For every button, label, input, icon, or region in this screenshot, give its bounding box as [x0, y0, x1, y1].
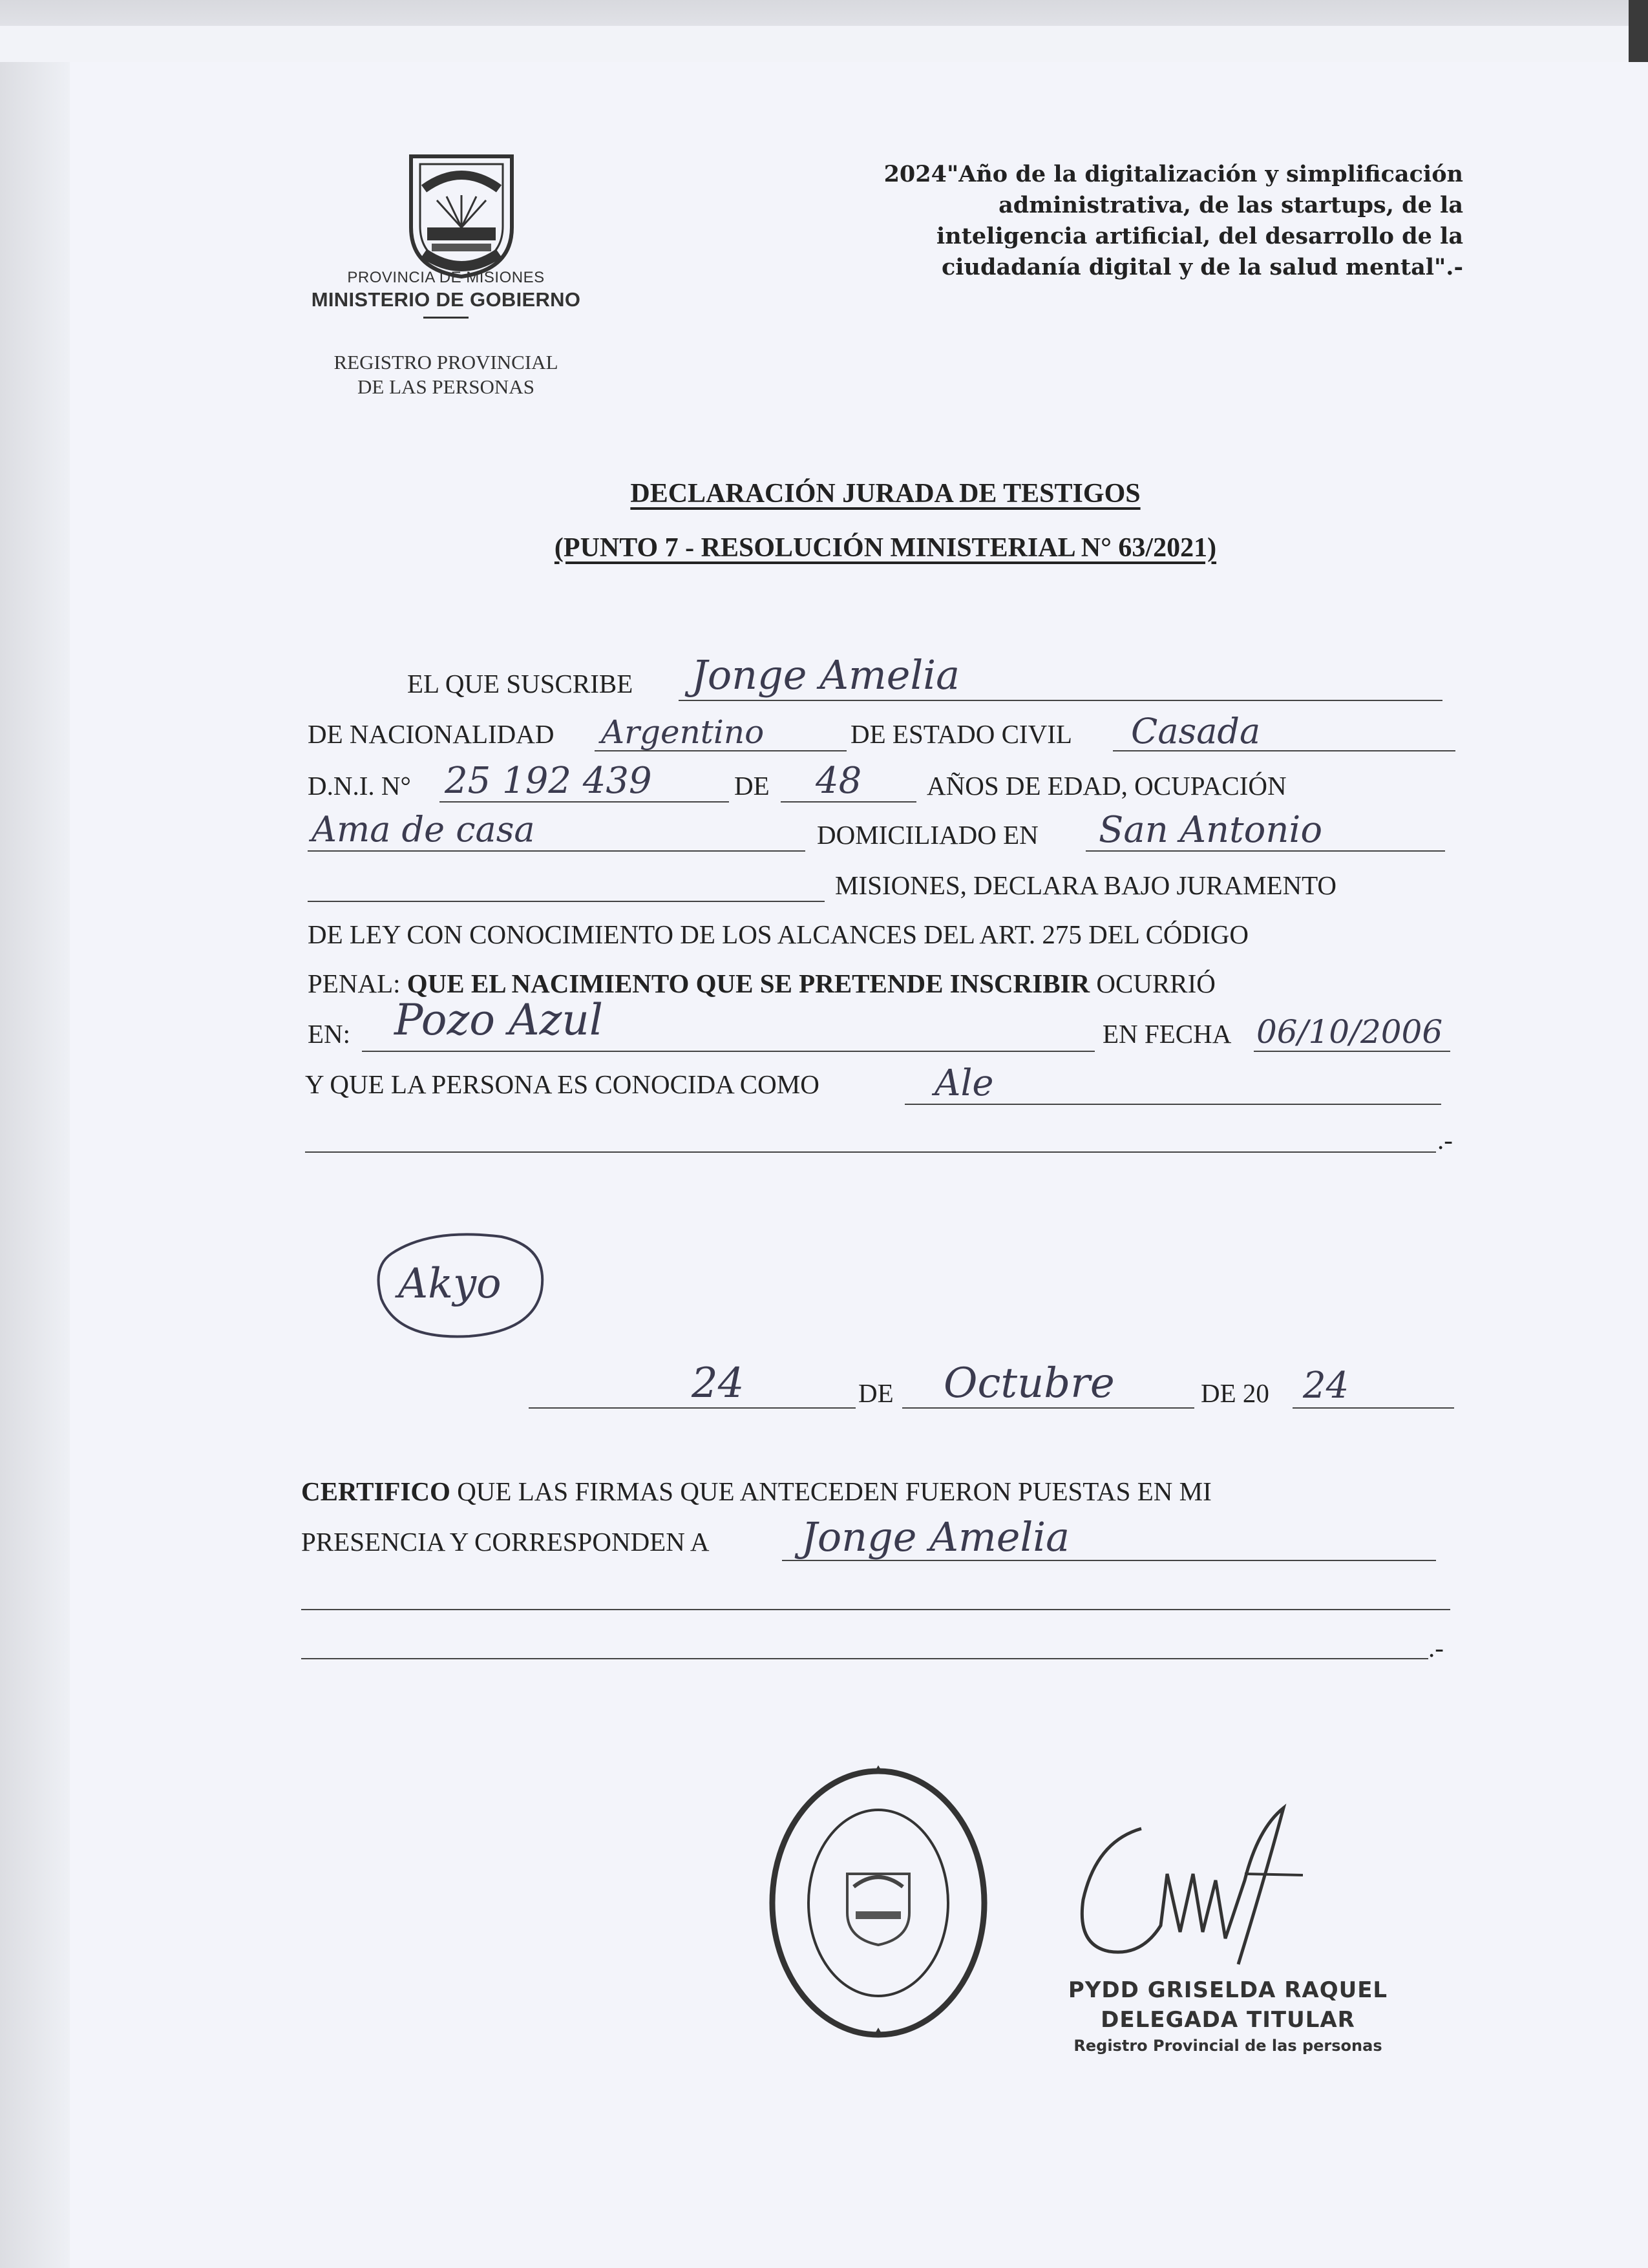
title-line-1: DECLARACIÓN JURADA DE TESTIGOS — [630, 479, 1141, 509]
label-conocida-como: Y QUE LA PERSONA ES CONOCIDA COMO — [305, 1069, 819, 1099]
label-end-mark: .- — [1437, 1125, 1453, 1155]
line-known-as-continued — [305, 1151, 1436, 1153]
year-motto — [763, 159, 1463, 283]
ministry-label: MINISTERIO DE GOBIERNO — [311, 288, 581, 311]
line-address-continued — [308, 901, 825, 902]
caption-underline — [423, 317, 469, 319]
label-de: DE — [734, 771, 770, 801]
registry-label — [284, 350, 607, 399]
line-birth-date — [1254, 1051, 1450, 1052]
handwritten-civil-status: Casada — [1131, 711, 1261, 751]
label-certifico-rest: QUE LAS FIRMAS QUE ANTECEDEN FUERON PUESTAS EN MI — [457, 1476, 1212, 1506]
handwritten-age: 48 — [816, 760, 862, 802]
handwritten-day: 24 — [692, 1360, 745, 1407]
provincia-misiones-emblem-icon — [398, 150, 525, 279]
line-certify-2 — [301, 1609, 1450, 1610]
label-penal-line — [308, 968, 1216, 999]
registry-line-2: DE LAS PERSONAS — [357, 375, 534, 398]
line-birth-place — [362, 1051, 1095, 1052]
official-stamp-icon — [766, 1764, 990, 2042]
label-el-que-suscribe: EL QUE SUSCRIBE — [407, 669, 633, 698]
registry-line-1: REGISTRO PROVINCIAL — [333, 351, 558, 373]
line-month — [902, 1407, 1194, 1409]
label-ley-line: DE LEY CON CONOCIMIENTO DE LOS ALCANCES DEL ART. 275 DEL CÓDIGO — [308, 919, 1249, 949]
label-end-mark-2: .- — [1428, 1633, 1444, 1663]
label-nacionalidad: DE NACIONALIDAD — [308, 719, 555, 749]
signatory-role: DELEGADA TITULAR — [1101, 2007, 1355, 2033]
handwritten-birth-place: Pozo Azul — [394, 995, 604, 1045]
label-penal-bold: QUE EL NACIMIENTO QUE SE PRETENDE INSCRIBIR — [407, 969, 1090, 998]
handwritten-name: Jonge Amelia — [692, 651, 960, 698]
handwritten-birth-date: 06/10/2006 — [1256, 1013, 1443, 1051]
scanner-left-edge — [0, 62, 70, 2268]
handwritten-witness-signature: Akyo — [398, 1260, 502, 1308]
label-presencia: PRESENCIA Y CORRESPONDEN A — [301, 1527, 710, 1557]
label-de-20: DE 20 — [1201, 1378, 1269, 1408]
label-de-month: DE — [858, 1378, 894, 1408]
emblem-caption — [284, 269, 607, 319]
line-name — [679, 700, 1442, 701]
delegate-signature-icon — [1070, 1803, 1303, 1971]
line-occupation — [308, 850, 805, 852]
label-en-fecha: EN FECHA — [1103, 1019, 1232, 1049]
motto-line: ciudadanía digital y de la salud mental".- — [941, 254, 1463, 280]
handwritten-dni: 25 192 439 — [445, 760, 652, 802]
label-dni: D.N.I. N° — [308, 771, 411, 801]
line-day — [529, 1407, 856, 1409]
handwritten-occupation: Ama de casa — [312, 809, 535, 850]
signatory-block — [1047, 1977, 1409, 2055]
title-line-2: (PUNTO 7 - RESOLUCIÓN MINISTERIAL N° 63/2021) — [554, 533, 1217, 563]
label-penal: PENAL: — [308, 969, 401, 998]
handwritten-nationality: Argentino — [601, 713, 765, 751]
signatory-name: PYDD GRISELDA RAQUEL — [1068, 1977, 1388, 2003]
label-domiciliado: DOMICILIADO EN — [817, 820, 1039, 850]
motto-line: administrativa, de las startups, de la — [998, 192, 1463, 218]
label-estado-civil: DE ESTADO CIVIL — [850, 719, 1072, 749]
label-certifico: CERTIFICO — [301, 1476, 450, 1506]
handwritten-certified-name: Jonge Amelia — [801, 1513, 1070, 1560]
signatory-office: Registro Provincial de las personas — [1073, 2037, 1382, 2055]
line-certify-3 — [301, 1658, 1428, 1659]
motto-line: inteligencia artificial, del desarrollo de la — [936, 223, 1463, 249]
province-label: PROVINCIA DE MISIONES — [347, 269, 545, 286]
scanner-top-band — [0, 26, 1648, 62]
handwritten-address: San Antonio — [1099, 809, 1323, 851]
label-misiones-declara: MISIONES, DECLARA BAJO JURAMENTO — [835, 870, 1337, 900]
line-year — [1293, 1407, 1454, 1409]
label-ocurrio: OCURRIÓ — [1096, 969, 1216, 998]
handwritten-known-as: Ale — [935, 1062, 994, 1104]
label-en: EN: — [308, 1019, 351, 1049]
label-anos-ocupacion: AÑOS DE EDAD, OCUPACIÓN — [927, 771, 1287, 801]
document-title — [362, 467, 1409, 575]
motto-line: 2024"Año de la digitalización y simplificación — [883, 161, 1463, 187]
handwritten-year: 24 — [1303, 1365, 1349, 1407]
label-certifico-line — [301, 1476, 1212, 1507]
handwritten-month: Octubre — [944, 1360, 1115, 1407]
